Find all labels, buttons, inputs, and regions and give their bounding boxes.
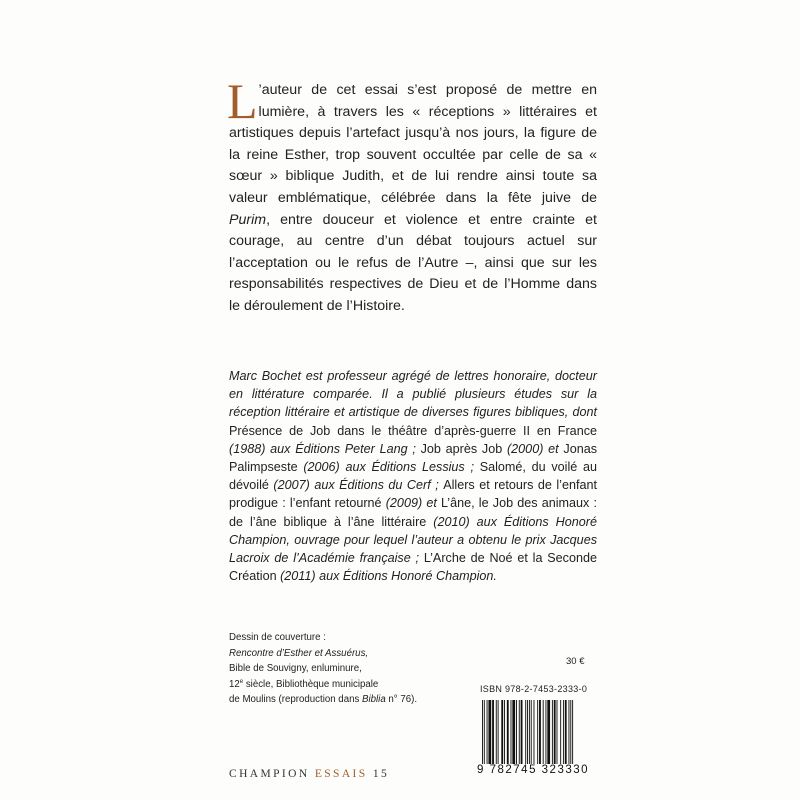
bio-s7: (2006) aux Éditions Lessius ; <box>297 460 480 475</box>
credits-line1: Dessin de couverture : <box>229 632 326 643</box>
series-accent: ESSAIS <box>314 768 368 780</box>
price-label: 30 € <box>566 656 585 667</box>
credits-line5b: n° 76). <box>385 694 418 705</box>
bio-title-allers-et-retours: Allers et retours de l’enfant prodigue : l’enfant retourné <box>229 478 597 511</box>
summary-text-part1: ’auteur de cet essai s’est proposé de mettre en lumière, à travers les « réceptions » littéraires et artistiques depuis l’artefact jusqu’à nos jours, la figure de la reine Esther, trop souvent occultée par celle de sa « sœur » biblique Judith, et de lui rendre ainsi toute sa valeur emblématique, célébrée dans la fête juive de <box>229 82 597 206</box>
series-number: 15 <box>372 768 390 780</box>
barcode-bar <box>557 700 558 766</box>
credits-line5a: de Moulins (reproduction dans <box>229 694 363 705</box>
barcode-bar <box>554 700 556 766</box>
credits-century-sup: e <box>239 678 244 685</box>
bio-s9: (2007) aux Éditions du Cerf ; <box>268 478 444 493</box>
barcode-bar <box>498 700 499 766</box>
barcode-bar <box>563 700 564 766</box>
barcode-bar <box>543 700 544 766</box>
barcode-bar <box>560 700 561 766</box>
barcode-bar <box>568 700 569 766</box>
barcode-bar <box>565 700 567 766</box>
bio-title-salome: Salomé, du voilé au dévoilé <box>229 460 597 493</box>
credits-biblia: Biblia <box>362 694 386 705</box>
barcode-bar <box>488 700 491 766</box>
bio-s1: Marc Bochet est professeur agrégé de lettres honoraire, docteur en littérature comparée. Il a publié plusieurs études sur la réception littéraire et artistique de diverses figures bibliques, dont <box>229 369 597 420</box>
credits-century: 12 <box>229 678 240 690</box>
barcode-bar <box>552 700 553 766</box>
barcode-bar <box>531 700 532 766</box>
author-bio <box>229 367 597 585</box>
summary-purim: Purim <box>229 211 267 228</box>
series-name: CHAMPION <box>229 768 310 780</box>
credits-line4: siècle, Bibliothèque municipale <box>243 678 379 690</box>
barcode-bar <box>519 700 520 766</box>
barcode-digits: 9 782745 323330 <box>477 764 603 776</box>
series-title <box>229 768 389 780</box>
bio-s5: (2000) et <box>502 441 564 456</box>
barcode-bar <box>547 700 550 766</box>
bio-s11: (2009) et <box>381 496 441 511</box>
credits-line3: Bible de Souvigny, enluminure, <box>229 663 362 674</box>
barcode-bar <box>501 700 503 766</box>
bio-title-arche-de-noe: L’Arche de Noé et la Seconde Création <box>229 551 597 584</box>
bio-s13: (2010) aux Éditions Honoré Champion, ouvrage pour lequel l’auteur a obtenu le prix Jacques Lacroix de l’Académie française ; <box>229 514 597 566</box>
barcode-bar <box>504 700 505 766</box>
barcode-bar <box>534 700 535 766</box>
barcode-bar <box>537 700 538 766</box>
barcode-bar <box>496 700 497 766</box>
credits-line2: Rencontre d’Esther et Assuérus, <box>229 647 369 659</box>
barcode-bar <box>512 700 515 766</box>
bio-s15: (2011) aux Éditions Honoré Champion. <box>276 569 497 584</box>
bio-title-lane: L’âne, le Job des animaux : de l’âne biblique à l’âne littéraire <box>229 496 597 529</box>
barcode-bar <box>545 700 546 766</box>
book-summary <box>227 73 597 318</box>
barcode-bar <box>487 700 488 766</box>
barcode-bar <box>507 700 509 766</box>
bio-title-job-apres-job: Job après Job <box>420 441 503 456</box>
barcode-bar <box>492 700 494 766</box>
bio-title-jonas: Jonas Palimpseste <box>229 441 597 475</box>
barcode-bar <box>511 700 512 766</box>
cover-credits <box>229 630 489 708</box>
bio-s3: (1988) aux Éditions Peter Lang ; <box>229 441 421 456</box>
barcode-bar <box>525 700 526 766</box>
barcode-bar <box>539 700 541 766</box>
barcode-bar <box>516 700 517 766</box>
isbn-label: ISBN 978-2-7453-2333-0 <box>480 684 588 694</box>
drop-cap: L <box>227 73 258 129</box>
bio-title-presence-de-job: Présence de Job dans le théâtre d’après-guerre II en France <box>229 423 597 438</box>
barcode-bar <box>521 700 523 766</box>
summary-text-part2: , entre douceur et violence et entre crainte et courage, au centre d’un débat toujours actuel sur l’acceptation ou le refus de l’Autre –, ainsi que sur les responsabilités respectives de Dieu et de l’Homme dans le déroulement de l’Histoire. <box>229 211 597 314</box>
